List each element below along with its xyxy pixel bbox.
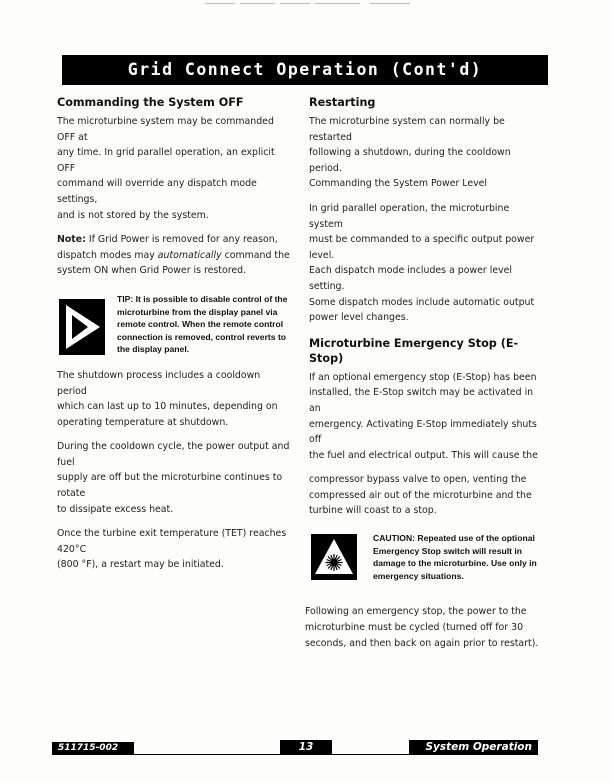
scan-artifact-line [240, 3, 275, 4]
caution-text: CAUTION: Repeated use of the optional Emergency Stop switch will result in damage to the microturbine. Use only in emergency situations. [373, 533, 537, 581]
page-title: Grid Connect Operation (Cont'd) [127, 60, 483, 79]
section-heading-commanding-off: Commanding the System OFF [57, 96, 244, 109]
restarting-paragraph: The microturbine system can normally be restarted following a shutdown, during the cooldown period. Commanding the System Power Level [309, 116, 511, 190]
emphasis-automatically: automatically [157, 249, 222, 261]
footer-doc-number: 511715-002 [52, 742, 134, 755]
tip-text: TIP: It is possible to disable control of the microturbine from the display panel via remote control. When the remote control connection is removed, control reverts to the display panel. [117, 293, 288, 355]
section-heading-estop: Microturbine Emergency Stop (E-Stop) [309, 336, 519, 365]
page-title-banner [62, 55, 548, 85]
bypass-valve-paragraph: compressor bypass valve to open, venting the compressed air out of the microturbine and the turbine will coast to a stop. [309, 474, 532, 517]
note-label: Note: [57, 234, 86, 246]
grid-power-note: Note: If Grid Power is removed for any reason, dispatch modes may automatically command the system ON when Grid Power is restored. [57, 234, 290, 277]
scan-artifact-line [280, 3, 310, 4]
page-number: 13 [280, 740, 332, 754]
commanding-off-paragraph: The microturbine system may be commanded OFF at any time. In grid parallel operation, an explicit OFF command will override any dispatch mode settings, and is not stored by the system. [57, 116, 275, 221]
tip-callout [57, 293, 291, 356]
shutdown-paragraph: The shutdown process includes a cooldown period which can last up to 10 minutes, depending on operating temperature at shutdown. [57, 369, 278, 428]
scan-artifact-line [205, 3, 235, 4]
cooldown-paragraph: During the cooldown cycle, the power output and fuel supply are off but the microturbine continues to rotate to dissipate excess heat. [57, 441, 290, 515]
scan-artifact-line [370, 3, 410, 4]
scan-artifact-line [315, 3, 360, 4]
right-column [305, 95, 545, 651]
estop-paragraph: If an optional emergency stop (E-Stop) has been installed, the E-Stop switch may be activated in an emergency. Activating E-Stop immediately shuts off the fuel and electrical output. This will cause the [309, 371, 538, 461]
arrow-right-icon [59, 299, 105, 355]
section-heading-restarting: Restarting [309, 96, 376, 109]
caution-callout [309, 532, 545, 582]
tet-paragraph: Once the turbine exit temperature (TET) reaches 420°C (800 °F), a restart may be initiated. [57, 528, 287, 571]
following-estop-paragraph: Following an emergency stop, the power to the microturbine must be cycled (turned off for 30 seconds, and then back on again prior to restart). [305, 606, 539, 649]
warning-burst-icon [311, 534, 357, 580]
power-level-paragraph: In grid parallel operation, the microturbine system must be commanded to a specific output power level. Each dispatch mode includes a power level setting. Some dispatch modes include automatic output power level changes. [309, 202, 535, 324]
footer-section-title: System Operation [409, 740, 538, 755]
left-column [57, 95, 291, 573]
